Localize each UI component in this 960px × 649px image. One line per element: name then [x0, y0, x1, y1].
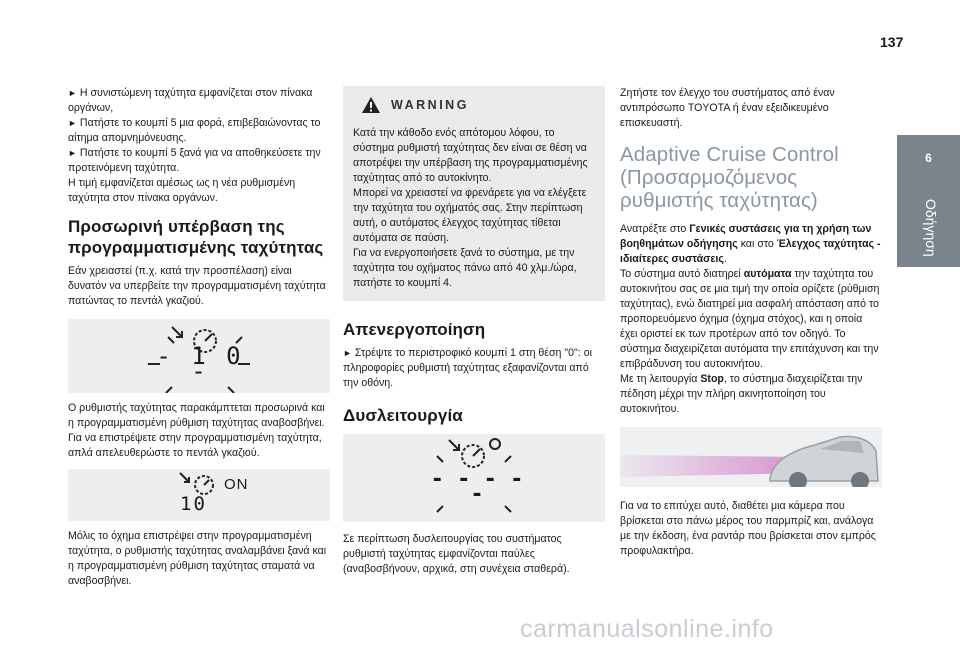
on-label: ON — [224, 476, 249, 493]
watermark: carmanualsonline.info — [520, 615, 774, 643]
bullet-line — [68, 116, 330, 146]
bullet-text: Πατήστε το κουμπί 5 μια φορά, επιβεβαιώνοντας το αίτημα απομνημόνευσης. — [68, 117, 321, 144]
paragraph: Για να το επιτύχει αυτό, διαθέτει μια κάμερα που βρίσκεται στο πάνω μέρος του παρμπρίζ και, ανάλογα με την έκδοση, ένα ραντάρ που βρίσκεται στον εμπρός προφυλακτήρα. — [620, 500, 876, 557]
column-left — [68, 86, 330, 589]
paragraph: Σε περίπτωση δυσλειτουργίας του συστήματος ρυθμιστή ταχύτητας εμφανίζονται παύλες (αναβοσβήνουν, αρχικά, στη συνέχεια σταθερά). — [343, 533, 570, 575]
ref-text: Ανατρέξτε στο — [620, 223, 690, 235]
section-heading-override: Προσωρινή υπέρβαση της προγραμματισμένης ταχύτητας — [68, 217, 324, 257]
warning-title: WARNING — [391, 97, 469, 112]
speed-display-steady: 10 — [180, 493, 207, 515]
description-paragraph — [620, 267, 882, 372]
bullet-line — [68, 86, 330, 116]
chapter-title: Οδήγηση — [923, 199, 939, 257]
desc-text: την ταχύτητα του αυτοκινήτου σας σε μια τιμή την οποία ορίζετε (ρύθμιση ταχύτητας), ενώ διατηρεί μια ασφαλή απόσταση από το προπορευόμενο όχημα (όχημα στόχος), και η οποία έχει οριστεί εκ των προτέρων από τον οδηγό. Το σύστημα διαχειρίζεται αυτόματα την επιτάχυνση και την επιβράδυνση του αυτοκινήτου. — [620, 268, 880, 370]
warning-text: Κατά την κάθοδο ενός απότομου λόφου, το σύστημα ρυθμιστή ταχύτητας δεν είναι σε θέση να αποτρέψει την υπέρβαση της προγραμματισμένης ταχύτητας από το αυτοκίνητο. — [353, 127, 588, 184]
page-number: 137 — [880, 34, 904, 50]
reference-paragraph — [620, 222, 882, 267]
ref-link-general[interactable]: Γενικές συστάσεις για τη χρήση των βοηθημάτων οδήγησης — [620, 223, 872, 250]
desc-bold: αυτόματα — [743, 268, 792, 280]
warning-text: Για να ενεργοποιήσετε ξανά το σύστημα, με την ταχύτητα του οχήματος πάνω από 40 χλμ./ώρα, πατήστε το κουμπί 4. — [353, 247, 577, 289]
arrow-icon: ► — [68, 148, 77, 158]
display-illustration-2 — [68, 469, 330, 521]
section-heading-acc: Adaptive Cruise Control (Προσαρμοζόμενος ρυθμιστής ταχύτητας) — [620, 143, 839, 212]
stop-paragraph — [620, 372, 882, 417]
paragraph: Ο ρυθμιστής ταχύτητας παρακάμπτεται προσωρινά και η προγραμματισμένη ρύθμιση ταχύτητας αναβοσβήνει. — [68, 402, 325, 429]
speed-display-blinking: - 1 0 - — [156, 342, 244, 385]
section-heading-malfunction: Δυσλειτουργία — [343, 406, 463, 425]
bullet-text: Πατήστε το κουμπί 5 ξανά για να αποθηκεύσετε την προτεινόμενη ταχύτητα. — [68, 147, 321, 174]
intro-text: Η τιμή εμφανίζεται αμέσως ως η νέα ρυθμισμένη ταχύτητα στον πίνακα οργάνων. — [68, 177, 296, 204]
dashes-display: - - - - - — [430, 467, 524, 507]
car-radar-icon — [620, 427, 882, 487]
warning-triangle-icon — [361, 96, 381, 114]
ref-text: και στο — [737, 238, 777, 250]
paragraph: Ζητήστε τον έλεγχο του συστήματος από έναν αντιπρόσωπο TOYOTA ή έναν εξειδικευμένο επισκευαστή. — [620, 87, 835, 129]
ref-link-speed-control[interactable]: Έλεγχος ταχύτητας - ιδιαίτερες συστάσεις — [620, 238, 881, 265]
stop-text: Με τη λειτουργία — [620, 373, 701, 385]
arrow-icon: ► — [343, 348, 352, 358]
car-illustration — [620, 427, 882, 487]
column-middle — [343, 86, 605, 577]
desc-text: Το σύστημα αυτό διατηρεί — [620, 268, 744, 280]
paragraph: Μόλις το όχημα επιστρέψει στην προγραμματισμένη ταχύτητα, ο ρυθμιστής ταχύτητας αναλαμβάνει ξανά και η προγραμματισμένη ρύθμιση ταχύτητας σταματά να αναβοσβήνει. — [68, 530, 327, 587]
display-illustration-1 — [68, 319, 330, 393]
bullet-text: Η συνιστώμενη ταχύτητα εμφανίζεται στον πίνακα οργάνων, — [68, 87, 313, 114]
display-illustration-3 — [343, 434, 605, 522]
ref-text: . — [723, 253, 727, 265]
arrow-icon: ► — [68, 118, 77, 128]
arrow-icon: ► — [68, 88, 77, 98]
bullet-text: Στρέψτε το περιστροφικό κουμπί 1 στη θέση "0": οι πληροφορίες ρυθμιστή ταχύτητας εξαφανίζονται από την οθόνη. — [343, 347, 592, 389]
bullet-line — [68, 146, 330, 176]
column-right — [620, 86, 882, 559]
chapter-number: 6 — [925, 151, 932, 165]
bullet-line — [343, 346, 605, 391]
chapter-tab[interactable] — [897, 135, 960, 267]
paragraph: Για να επιστρέψετε στην προγραμματισμένη ταχύτητα, απλά απελευθερώστε το πεντάλ γκαζιού. — [68, 432, 322, 459]
warning-text: Μπορεί να χρειαστεί να φρενάρετε για να ελέγξετε την ταχύτητα του οχήματός σας. Στην περίπτωση αυτή, ο αυτόματος έλεγχος ταχύτητας τίθεται αυτόματα σε παύση. — [353, 187, 587, 244]
stop-bold: Stop — [700, 373, 724, 385]
section-heading-deactivation: Απενεργοποίηση — [343, 320, 486, 339]
warning-box — [343, 86, 605, 301]
paragraph: Εάν χρειαστεί (π.χ. κατά την προσπέλαση) είναι δυνατόν να υπερβείτε την προγραμματισμένη ταχύτητα πατώντας το πεντάλ γκαζιού. — [68, 265, 326, 307]
stop-text: , το σύστημα διαχειρίζεται την πέδηση μέχρι την πλήρη ακινητοποίηση του αυτοκινήτου. — [620, 373, 863, 415]
warning-header — [361, 96, 595, 114]
